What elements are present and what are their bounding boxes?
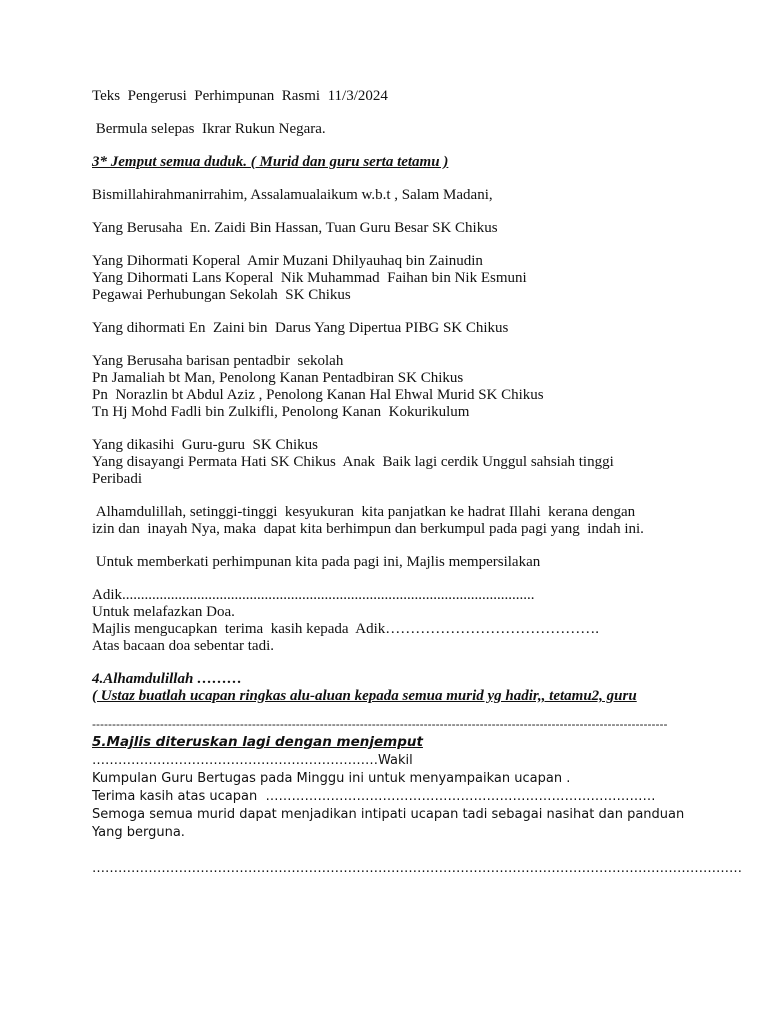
thanks-speech-line: Terima kasih atas ucapan ……………………………………………………………………………… (92, 789, 656, 804)
police-line-1: Yang Dihormati Koperal Amir Muzani Dhilyauhaq bin Zainudin (92, 253, 483, 269)
adik-line: Adik.............................................................................................................. (92, 587, 535, 603)
prayer-done-line: Atas bacaan doa sebentar tadi. (92, 638, 274, 654)
wakil-dots: …………………………………………………………Wakil (92, 735, 432, 768)
section-5-line (92, 733, 712, 770)
section-5-heading: 5.Majlis diteruskan lagi dengan menjemput (92, 734, 423, 750)
thanks-line: Majlis mengucapkan terima kasih kepada Adik……………………………………. (92, 621, 600, 637)
ustaz-instruction: ( Ustaz buatlah ucapan ringkas alu-aluan kepada semua murid yg hadir,, tetamu2, guru (92, 688, 637, 704)
document-title: Teks Pengerusi Perhimpunan Rasmi 11/3/2024 (92, 88, 388, 104)
invitation-line: Untuk memberkati perhimpunan kita pada pagi ini, Majlis mempersilakan (92, 554, 541, 570)
dashed-divider: ------------------------------------------------------------------------------------------------------------------------------------------------ (92, 717, 668, 731)
police-line-2: Yang Dihormati Lans Koperal Nik Muhammad Faihan bin Nik Esmuni (92, 270, 527, 286)
students-line-1: Yang disayangi Permata Hati SK Chikus Anak Baik lagi cerdik Unggul sahsiah tinggi (92, 454, 614, 470)
headmaster-line: Yang Berusaha En. Zaidi Bin Hassan, Tuan Guru Besar SK Chikus (92, 220, 498, 236)
students-line-2: Peribadi (92, 471, 142, 487)
admin-line-1: Yang Berusaha barisan pentadbir sekolah (92, 353, 344, 369)
police-line-3: Pegawai Perhubungan Sekolah SK Chikus (92, 287, 351, 303)
admin-line-3: Pn Norazlin bt Abdul Aziz , Penolong Kanan Hal Ehwal Murid SK Chikus (92, 387, 544, 403)
kumpulan-line: Kumpulan Guru Bertugas pada Minggu ini untuk menyampaikan ucapan . (92, 771, 571, 786)
section-3-heading: 3* Jemput semua duduk. ( Murid dan guru serta tetamu ) (92, 154, 449, 170)
admin-line-4: Tn Hj Mohd Fadli bin Zulkifli, Penolong Kanan Kokurikulum (92, 404, 470, 420)
opening-line: Bermula selepas Ikrar Rukun Negara. (92, 121, 326, 137)
document-page (92, 88, 742, 878)
greeting-line: Bismillahirahmanirrahim, Assalamualaikum w.b.t , Salam Madani, (92, 187, 493, 203)
pibg-line: Yang dihormati En Zaini bin Darus Yang Dipertua PIBG SK Chikus (92, 320, 509, 336)
teachers-line: Yang dikasihi Guru-guru SK Chikus (92, 437, 318, 453)
hope-line-2: Yang berguna. (92, 825, 185, 840)
hope-line-1: Semoga semua murid dapat menjadikan intipati ucapan tadi sebagai nasihat dan panduan (92, 807, 685, 822)
final-dotted-line: …………………………………………………………………………………………………………………………………… (92, 861, 742, 876)
gratitude-line-2: izin dan inayah Nya, maka dapat kita berhimpun dan berkumpul pada pagi yang indah ini. (92, 521, 644, 537)
doa-line: Untuk melafazkan Doa. (92, 604, 235, 620)
gratitude-line-1: Alhamdulillah, setinggi-tinggi kesyukuran kita panjatkan ke hadrat Illahi kerana dengan (92, 504, 636, 520)
section-4-heading: 4.Alhamdulillah ……… (92, 671, 243, 687)
admin-line-2: Pn Jamaliah bt Man, Penolong Kanan Pentadbiran SK Chikus (92, 370, 464, 386)
